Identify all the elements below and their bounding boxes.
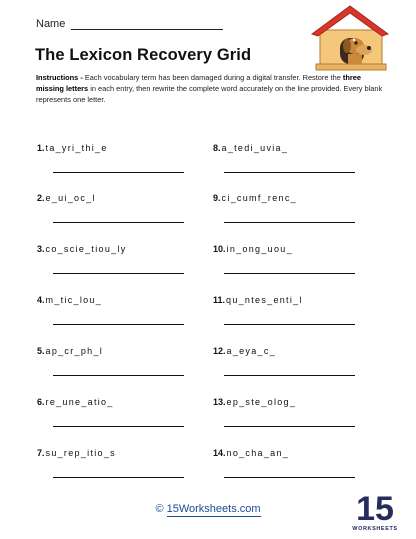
- name-field: [36, 18, 223, 30]
- list-item: [37, 193, 197, 243]
- list-item: [213, 143, 373, 193]
- scrambled-word: 10.in_ong_uou_: [213, 244, 293, 254]
- site-link[interactable]: 15Worksheets.com: [166, 503, 261, 515]
- scrambled-word: 7.su_rep_itio_s: [37, 448, 116, 458]
- answer-line[interactable]: [53, 222, 184, 223]
- list-item: [213, 193, 373, 243]
- scrambled-word: 4.m_tic_lou_: [37, 295, 103, 305]
- logo-text: WORKSHEETS: [352, 526, 398, 532]
- worksheets-logo: [350, 484, 400, 534]
- list-item: [37, 244, 197, 294]
- answer-line[interactable]: [224, 324, 355, 325]
- list-item: [37, 346, 197, 396]
- worksheet-title: The Lexicon Recovery Grid: [35, 46, 252, 64]
- answer-line[interactable]: [53, 324, 184, 325]
- list-item: [213, 244, 373, 294]
- answer-line[interactable]: [53, 172, 184, 173]
- scrambled-word: 2.e_ui_oc_l: [37, 193, 96, 203]
- scrambled-word: 6.re_une_atio_: [37, 397, 114, 407]
- scrambled-word: 12.a_eya_c_: [213, 346, 276, 356]
- instructions-text-1: Each vocabulary term has been damaged during a digital transfer. Restore the: [82, 73, 343, 82]
- scrambled-word: 5.ap_cr_ph_l: [37, 346, 104, 356]
- list-item: [37, 397, 197, 447]
- scrambled-word: 13.ep_ste_olog_: [213, 397, 297, 407]
- dog-house-icon: [306, 2, 394, 72]
- list-item: [213, 346, 373, 396]
- answer-line[interactable]: [53, 477, 184, 478]
- instructions-label: Instructions -: [36, 73, 83, 82]
- answer-line[interactable]: [224, 172, 355, 173]
- answer-line[interactable]: [224, 222, 355, 223]
- instructions-bold: three missing letters: [36, 73, 361, 93]
- scrambled-word: 11.qu_ntes_enti_l: [213, 295, 303, 305]
- answer-line[interactable]: [224, 375, 355, 376]
- answer-line[interactable]: [53, 426, 184, 427]
- scrambled-word: 3.co_scie_tiou_ly: [37, 244, 127, 254]
- list-item: [37, 143, 197, 193]
- name-label: Name: [36, 18, 66, 30]
- list-item: [213, 448, 373, 498]
- list-item: [37, 295, 197, 345]
- scrambled-word: 9.ci_cumf_renc_: [213, 193, 297, 203]
- answer-line[interactable]: [53, 273, 184, 274]
- answer-line[interactable]: [53, 375, 184, 376]
- list-item: [213, 397, 373, 447]
- name-line[interactable]: [71, 18, 223, 30]
- list-item: [213, 295, 373, 345]
- copyright-symbol: ©: [155, 503, 164, 515]
- answer-line[interactable]: [224, 426, 355, 427]
- answer-line[interactable]: [224, 477, 355, 478]
- scrambled-word: 14.no_cha_an_: [213, 448, 290, 458]
- list-item: [37, 448, 197, 498]
- scrambled-word: 8.a_tedi_uvia_: [213, 143, 289, 153]
- logo-number: 15: [356, 490, 394, 528]
- scrambled-word: 1.ta_yri_thi_e: [37, 143, 108, 153]
- instructions: [36, 72, 384, 105]
- instructions-text-2: in each entry, then rewrite the complete word accurately on the line provided. Every blank represents one letter.: [36, 84, 383, 104]
- answer-line[interactable]: [224, 273, 355, 274]
